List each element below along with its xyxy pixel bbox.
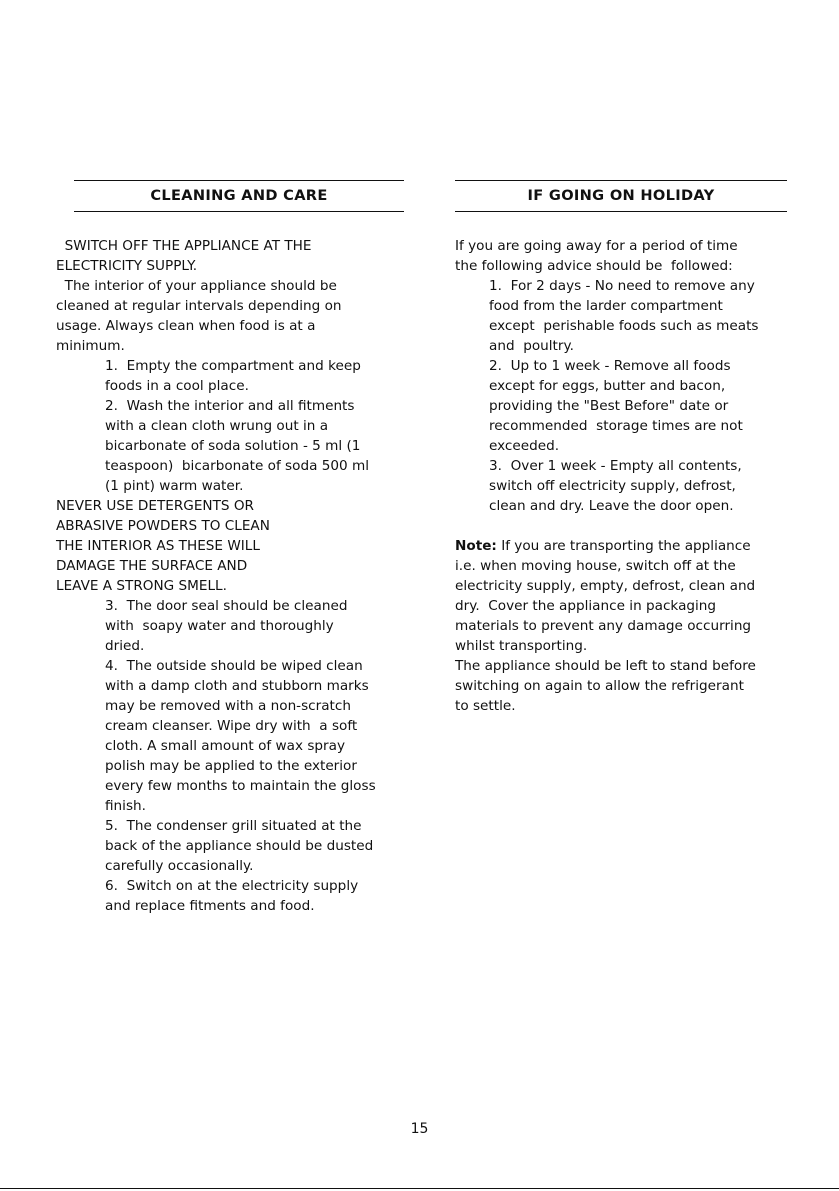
text-line: The appliance should be left to stand before — [455, 658, 756, 674]
text-line: cream cleanser. Wipe dry with a soft — [105, 718, 358, 734]
text-line: 3. The door seal should be cleaned — [105, 598, 348, 614]
note-text: If you are transporting the appliance — [496, 538, 751, 554]
text-line: and poultry. — [489, 338, 574, 354]
text-line: with a clean cloth wrung out in a — [105, 418, 329, 434]
section-heading — [455, 180, 787, 212]
text-line: SWITCH OFF THE APPLIANCE AT THE — [56, 238, 312, 254]
note-label: Note: — [455, 538, 497, 554]
text-line: whilst transporting. — [455, 638, 588, 654]
text-line: minimum. — [56, 338, 125, 354]
paragraph-gap — [455, 516, 787, 536]
text-line: electricity supply, empty, defrost, clean and — [455, 578, 756, 594]
section-body — [56, 236, 404, 916]
section-body — [455, 236, 787, 516]
text-line: ABRASIVE POWDERS TO CLEAN — [56, 518, 270, 534]
text-line: switching on again to allow the refrigerant — [455, 678, 744, 694]
text-line: recommended storage times are not — [489, 418, 743, 434]
text-line: NEVER USE DETERGENTS OR — [56, 498, 254, 514]
text-line: DAMAGE THE SURFACE AND — [56, 558, 248, 574]
text-line: cleaned at regular intervals depending on — [56, 298, 342, 314]
text-line: 4. The outside should be wiped clean — [105, 658, 363, 674]
text-line: clean and dry. Leave the door open. — [489, 498, 734, 514]
text-line: If you are going away for a period of time — [455, 238, 738, 254]
text-line: materials to prevent any damage occurring — [455, 618, 752, 634]
text-line: back of the appliance should be dusted — [105, 838, 374, 854]
bottom-rule — [0, 1188, 839, 1189]
text-line: 1. Empty the compartment and keep — [105, 358, 361, 374]
text-line: The interior of your appliance should be — [56, 278, 337, 294]
text-line: every few months to maintain the gloss — [105, 778, 376, 794]
text-line: bicarbonate of soda solution - 5 ml (1 — [105, 438, 361, 454]
text-line: with soapy water and thoroughly — [105, 618, 334, 634]
text-line: 3. Over 1 week - Empty all contents, — [489, 458, 742, 474]
text-line: 2. Wash the interior and all fitments — [105, 398, 355, 414]
text-line: polish may be applied to the exterior — [105, 758, 357, 774]
text-line: except perishable foods such as meats — [489, 318, 759, 334]
text-line: THE INTERIOR AS THESE WILL — [56, 538, 260, 554]
text-line: with a damp cloth and stubborn marks — [105, 678, 369, 694]
text-line — [455, 536, 787, 556]
text-line: 2. Up to 1 week - Remove all foods — [489, 358, 731, 374]
text-line: 1. For 2 days - No need to remove any — [489, 278, 755, 294]
text-line: ELECTRICITY SUPPLY. — [56, 258, 198, 274]
text-line: dry. Cover the appliance in packaging — [455, 598, 717, 614]
heading-text: IF GOING ON HOLIDAY — [527, 187, 715, 204]
cleaning-and-care-section — [56, 180, 404, 916]
page-number: 15 — [410, 1121, 429, 1137]
text-line: carefully occasionally. — [105, 858, 254, 874]
text-line: dried. — [105, 638, 145, 654]
text-line: usage. Always clean when food is at a — [56, 318, 316, 334]
text-line: switch off electricity supply, defrost, — [489, 478, 736, 494]
text-line: and replace fitments and food. — [105, 898, 315, 914]
text-line: 5. The condenser grill situated at the — [105, 818, 362, 834]
text-line: finish. — [105, 798, 146, 814]
text-line: 6. Switch on at the electricity supply — [105, 878, 359, 894]
if-going-on-holiday-section — [455, 180, 787, 716]
text-line: i.e. when moving house, switch off at the — [455, 558, 736, 574]
text-line: foods in a cool place. — [105, 378, 249, 394]
text-line: exceeded. — [489, 438, 560, 454]
text-line: except for eggs, butter and bacon, — [489, 378, 726, 394]
text-line: LEAVE A STRONG SMELL. — [56, 578, 227, 594]
text-line: (1 pint) warm water. — [105, 478, 244, 494]
note-paragraph — [455, 536, 787, 716]
text-line: the following advice should be followed: — [455, 258, 733, 274]
heading-text: CLEANING AND CARE — [150, 187, 328, 204]
section-heading — [74, 180, 404, 212]
text-line: providing the "Best Before" date or — [489, 398, 729, 414]
text-line: cloth. A small amount of wax spray — [105, 738, 345, 754]
text-line: food from the larder compartment — [489, 298, 723, 314]
text-line: to settle. — [455, 698, 516, 714]
text-line: may be removed with a non-scratch — [105, 698, 351, 714]
text-line: teaspoon) bicarbonate of soda 500 ml — [105, 458, 370, 474]
